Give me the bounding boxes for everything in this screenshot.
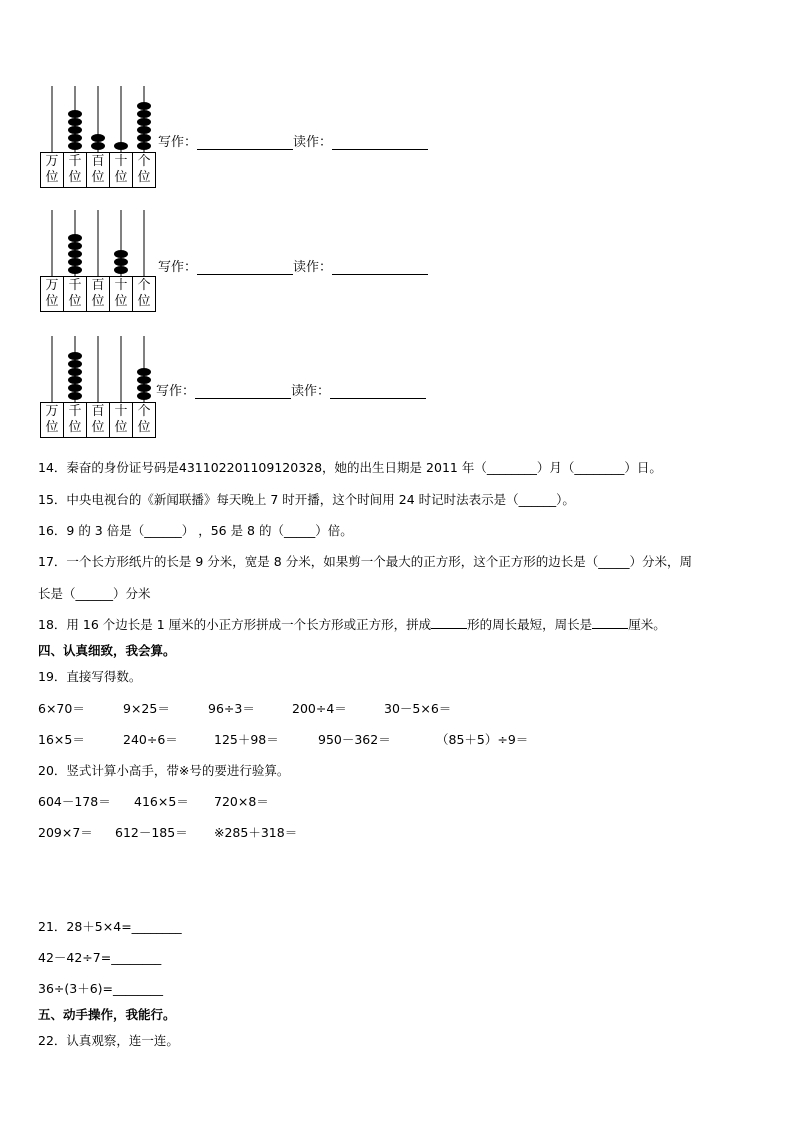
- abacus-bead: [68, 392, 82, 400]
- abacus-bead: [137, 368, 151, 376]
- abacus-bead: [68, 384, 82, 392]
- calc-item: 9×25＝: [123, 701, 170, 716]
- question-18: [38, 615, 666, 633]
- read-label: 读作：: [293, 135, 333, 150]
- calc-item: 6×70＝: [38, 701, 85, 716]
- calc-item: 30－5×6＝: [384, 701, 452, 716]
- calc-item: 96÷3＝: [208, 701, 255, 716]
- abacus-bead: [68, 368, 82, 376]
- label-bai: 百 位: [87, 153, 110, 187]
- calc-item: ※285＋318＝: [214, 825, 298, 840]
- abacus-2-answer-line: [158, 256, 428, 275]
- abacus-1-answer-line: [158, 131, 428, 150]
- question-21-a: 21．28＋5×4=________: [38, 919, 182, 934]
- read-label: 读作：: [293, 260, 333, 275]
- abacus-bead: [68, 234, 82, 242]
- abacus-bead: [114, 250, 128, 258]
- abacus-bead: [137, 118, 151, 126]
- question-18-part-3: 厘米。: [628, 617, 666, 632]
- section-5-heading: 五、动手操作，我能行。: [38, 1007, 176, 1022]
- write-label: 写作：: [156, 384, 196, 399]
- abacus-bead: [91, 142, 105, 150]
- abacus-bead: [137, 392, 151, 400]
- label-bai: 百 位: [87, 403, 110, 437]
- question-19: 19．直接写得数。: [38, 669, 142, 684]
- read-blank[interactable]: [330, 384, 426, 399]
- abacus-bead: [114, 142, 128, 150]
- label-ge: 个 位: [137, 154, 151, 185]
- calc-item: 720×8＝: [214, 794, 269, 809]
- abacus-bead: [68, 110, 82, 118]
- label-ge: 个 位: [137, 278, 151, 309]
- question-18-part-2: 形的周长最短，周长是: [467, 617, 593, 632]
- calc-item: 16×5＝: [38, 732, 85, 747]
- abacus-bead: [114, 266, 128, 274]
- abacus-rods: [40, 208, 158, 278]
- abacus-3: [40, 334, 158, 442]
- abacus-bead: [114, 258, 128, 266]
- abacus-1: [40, 84, 158, 192]
- abacus-bead: [137, 376, 151, 384]
- question-18-part-1: 18．用 16 个边长是 1 厘米的小正方形拼成一个长方形或正方形，拼成: [38, 617, 432, 632]
- abacus-bead: [68, 352, 82, 360]
- question-21-c: 36÷(3＋6)=________: [38, 981, 164, 996]
- abacus-bead: [68, 266, 82, 274]
- abacus-bead: [137, 126, 151, 134]
- read-blank[interactable]: [332, 135, 428, 150]
- calc-item: 950－362＝: [318, 732, 391, 747]
- abacus-bead: [137, 142, 151, 150]
- write-label: 写作：: [158, 135, 198, 150]
- label-wan: 万 位: [41, 153, 64, 187]
- label-bai: 百 位: [87, 277, 110, 311]
- abacus-bead: [137, 102, 151, 110]
- calc-item: 416×5＝: [134, 794, 189, 809]
- question-22: 22．认真观察，连一连。: [38, 1033, 179, 1048]
- label-ge: 个 位: [137, 404, 151, 435]
- question-20: 20．竖式计算小高手，带※号的要进行验算。: [38, 763, 290, 778]
- abacus-bead: [68, 134, 82, 142]
- label-qian: 千 位: [64, 403, 87, 437]
- answer-blank[interactable]: [431, 616, 467, 629]
- abacus-bead: [91, 134, 105, 142]
- abacus-bead: [137, 384, 151, 392]
- write-blank[interactable]: [197, 135, 293, 150]
- write-blank[interactable]: [197, 260, 293, 275]
- abacus-bead: [137, 110, 151, 118]
- abacus-bead: [68, 360, 82, 368]
- abacus-rods: [40, 84, 158, 154]
- label-shi: 十 位: [110, 277, 133, 311]
- label-wan: 万 位: [41, 403, 64, 437]
- question-16: 16．9 的 3 倍是（______） ，56 是 8 的（_____）倍。: [38, 523, 353, 538]
- write-blank[interactable]: [195, 384, 291, 399]
- write-label: 写作：: [158, 260, 198, 275]
- section-4-heading: 四、认真细致，我会算。: [38, 643, 176, 658]
- question-15: 15．中央电视台的《新闻联播》每天晚上 7 时开播，这个时间用 24 时记时法表示是（______）。: [38, 492, 575, 507]
- abacus-3-answer-line: [156, 380, 426, 399]
- label-wan: 万 位: [41, 277, 64, 311]
- label-shi: 十 位: [110, 153, 133, 187]
- abacus-bead: [68, 126, 82, 134]
- place-value-labels: [40, 402, 156, 438]
- abacus-bead: [68, 118, 82, 126]
- calc-item: 209×7＝: [38, 825, 93, 840]
- answer-blank[interactable]: [592, 616, 628, 629]
- abacus-bead: [68, 258, 82, 266]
- calc-item: 604－178＝: [38, 794, 111, 809]
- read-label: 读作：: [291, 384, 331, 399]
- abacus-2: [40, 208, 158, 316]
- question-17-line-1: 17．一个长方形纸片的长是 9 分米，宽是 8 分米，如果剪一个最大的正方形，这个正方形的边长是（_____）分米，周: [38, 554, 692, 569]
- question-14: 14．秦奋的身份证号码是431102201109120328，她的出生日期是 2011 年（________）月（________）日。: [38, 460, 662, 475]
- abacus-bead: [68, 242, 82, 250]
- place-value-labels: [40, 152, 156, 188]
- abacus-bead: [137, 134, 151, 142]
- calc-item: 125＋98＝: [214, 732, 279, 747]
- label-qian: 千 位: [64, 277, 87, 311]
- label-shi: 十 位: [110, 403, 133, 437]
- place-value-labels: [40, 276, 156, 312]
- abacus-bead: [68, 376, 82, 384]
- calc-item: （85＋5）÷9＝: [436, 732, 529, 747]
- question-17-line-2: 长是（______）分米: [38, 586, 151, 601]
- question-21-b: 42－42÷7=________: [38, 950, 162, 965]
- abacus-bead: [68, 250, 82, 258]
- abacus-bead: [68, 142, 82, 150]
- label-qian: 千 位: [64, 153, 87, 187]
- read-blank[interactable]: [332, 260, 428, 275]
- calc-item: 240÷6＝: [123, 732, 178, 747]
- abacus-rods: [40, 334, 158, 404]
- calc-item: 612－185＝: [115, 825, 188, 840]
- calc-item: 200÷4＝: [292, 701, 347, 716]
